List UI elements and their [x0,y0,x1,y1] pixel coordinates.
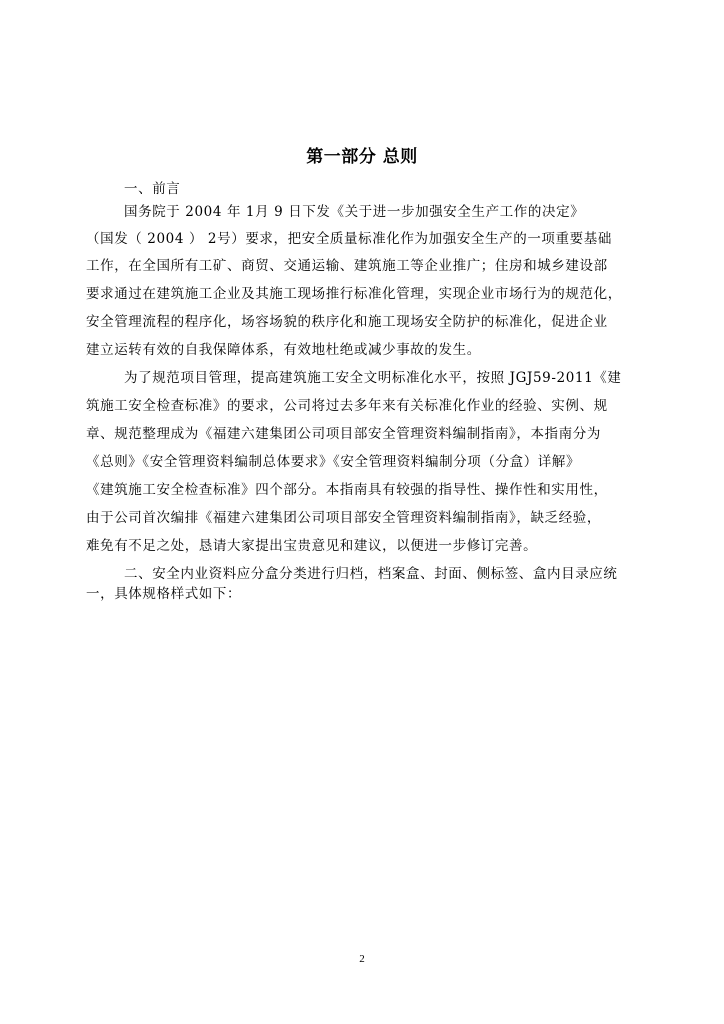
paragraph-line: 国务院于 2004 年 1月 9 日下发《关于进一步加强安全生产工作的决定》 [124,204,585,220]
paragraph-line: 《总则》《安全管理资料编制总体要求》《安全管理资料编制分项（分盒）详解》 [86,454,581,470]
section-heading-preface: 一、前言 [124,181,181,197]
page-number: 2 [359,953,365,965]
paragraph-line: 要求通过在建筑施工企业及其施工现场推行标准化管理，实现企业市场行为的规范化， [86,286,622,302]
paragraph-line: 建立运转有效的自我保障体系，有效地杜绝或减少事故的发生。 [86,342,481,358]
paragraph-line: 工作，在全国所有工矿、商贸、交通运输、建筑施工等企业推广；住房和城乡建设部 [86,258,608,274]
paragraph-line: 由于公司首次编排《福建六建集团公司项目部安全管理资料编制指南》，缺乏经验， [86,510,601,526]
paragraph-line: 《建筑施工安全检查标准》四个部分。本指南具有较强的指导性、操作性和实用性， [86,482,608,498]
paragraph-line: 筑施工安全检查标准》的要求，公司将过去多年来有关标准化作业的经验、实例、规 [86,398,608,414]
paragraph-line: 难免有不足之处，恳请大家提出宝贵意见和建议，以便进一步修订完善。 [86,538,538,554]
page-title: 第一部分 总则 [306,147,418,167]
section-two-line: 一，具体规格样式如下： [86,586,242,602]
paragraph-line: 章、规范整理成为《福建六建集团公司项目部安全管理资料编制指南》，本指南分为 [86,426,601,442]
section-two-line: 二、安全内业资料应分盒分类进行归档，档案盒、封面、侧标签、盒内目录应统 [124,566,618,582]
paragraph-line: （国发（ 2004 ） 2号）要求，把安全质量标准化作为加强安全生产的一项重要基础 [86,231,612,247]
paragraph-line: 为了规范项目管理，提高建筑施工安全文明标准化水平，按照 JGJ59-2011《建 [124,370,622,386]
paragraph-line: 安全管理流程的程序化，场容场貌的秩序化和施工现场安全防护的标准化，促进企业 [86,314,608,330]
